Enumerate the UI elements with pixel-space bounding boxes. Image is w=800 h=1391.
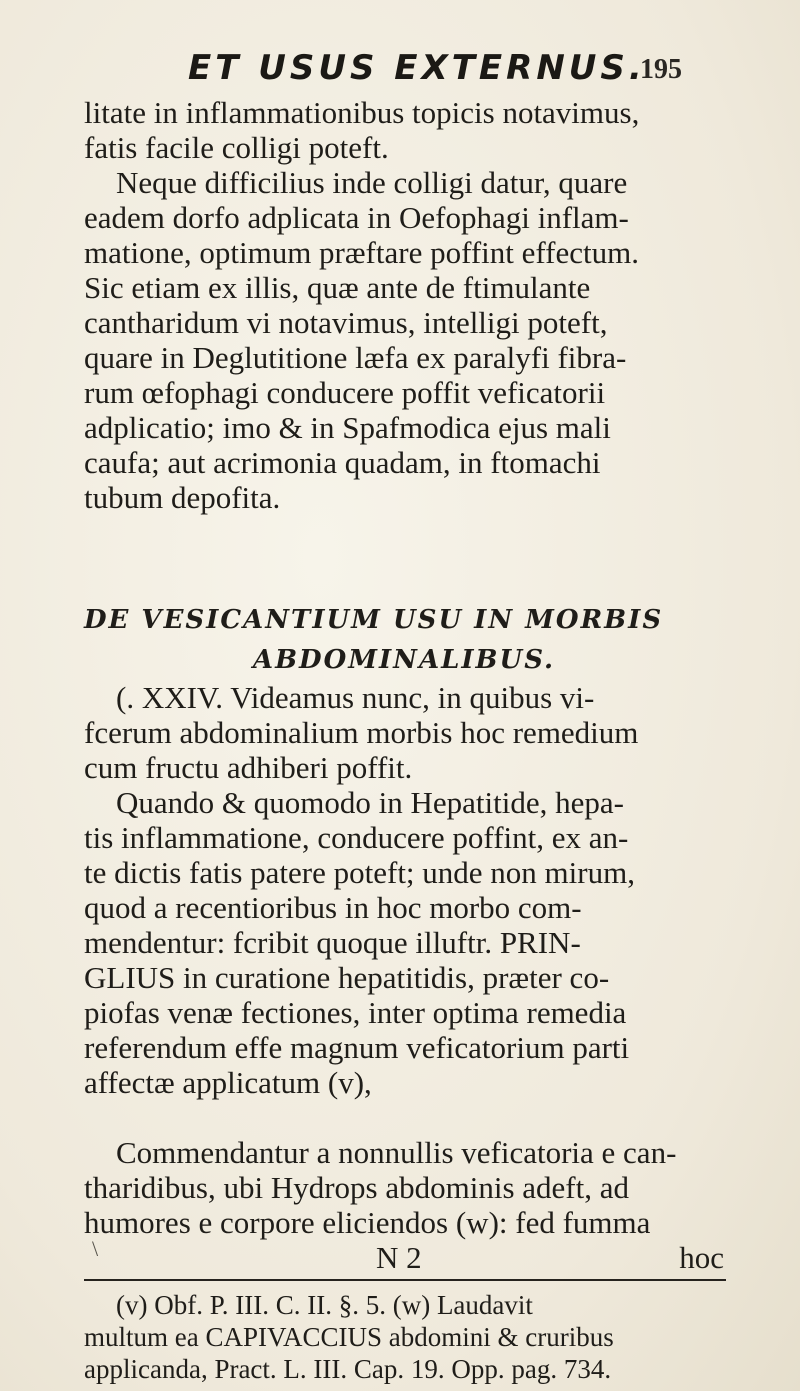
text-line: cum fructu adhiberi poffit. — [84, 750, 413, 785]
text-line: litate in inflammationibus topicis notavimus, — [84, 95, 640, 130]
text-line: rum œfophagi conducere poffit veficatorii — [84, 375, 606, 410]
running-title: ET USUS EXTERNUS. — [188, 48, 646, 88]
page-number: 195 — [640, 54, 682, 85]
section-gap — [84, 550, 724, 600]
main-text — [84, 95, 724, 1385]
text-line: adplicatio; imo & in Spafmodica ejus mali — [84, 410, 611, 445]
catchword: hoc — [679, 1240, 724, 1275]
signature-line — [84, 1240, 724, 1275]
footnotes — [84, 1289, 724, 1385]
text-line: Neque difficilius inde colligi datur, quare — [116, 165, 628, 200]
text-line: piofas venæ fectiones, inter optima remedia — [84, 995, 627, 1030]
footnote-line: (v) Obf. P. III. C. II. §. 5. (w) Laudavit — [116, 1290, 533, 1320]
section-heading: ABDOMINALIBUS. — [252, 645, 556, 675]
text-line: fatis facile colligi poteft. — [84, 130, 389, 165]
signature-mark: N 2 — [376, 1240, 422, 1275]
text-line: caufa; aut acrimonia quadam, in ftomachi — [84, 445, 601, 480]
text-line: Quando & quomodo in Hepatitide, hepa- — [116, 785, 624, 820]
text-line: cantharidum vi notavimus, intelligi poteft, — [84, 305, 608, 340]
text-line: quod a recentioribus in hoc morbo com- — [84, 890, 582, 925]
text-line: matione, optimum præftare poffint effectum. — [84, 235, 639, 270]
text-line: mendentur: fcribit quoque illuftr. PRIN- — [84, 925, 581, 960]
text-line: fcerum abdominalium morbis hoc remedium — [84, 715, 639, 750]
text-line: Sic etiam ex illis, quæ ante de ftimulante — [84, 270, 591, 305]
running-header — [0, 48, 800, 98]
text-line: GLIUS in curatione hepatitidis, præter co- — [84, 960, 610, 995]
text-line — [84, 515, 724, 550]
text-line: referendum effe magnum veficatorium parti — [84, 1030, 630, 1065]
text-line: tis inflammatione, conducere poffint, ex an- — [84, 820, 629, 855]
section-heading: DE VESICANTIUM USU IN MORBIS — [84, 605, 664, 635]
text-line: (. XXIV. Videamus nunc, in quibus vi- — [116, 680, 595, 715]
text-line: quare in Deglutitione læfa ex paralyfi fibra- — [84, 340, 627, 375]
text-line: affectæ applicatum (v), — [84, 1065, 372, 1100]
footnote-rule — [84, 1279, 726, 1281]
footnote-line: applicanda, Pract. L. III. Cap. 19. Opp. pag. 734. — [84, 1354, 612, 1384]
text-line — [84, 1100, 724, 1135]
stray-mark: \ — [92, 1236, 99, 1261]
text-line: te dictis fatis patere poteft; unde non mirum, — [84, 855, 635, 890]
footnote-line: multum ea CAPIVACCIUS abdomini & cruribus — [84, 1322, 614, 1352]
text-line: tharidibus, ubi Hydrops abdominis adeft, ad — [84, 1170, 629, 1205]
text-line: Commendantur a nonnullis veficatoria e can- — [116, 1135, 677, 1170]
text-line: humores e corpore eliciendos (w): fed fumma — [84, 1205, 651, 1240]
text-line: eadem dorfo adplicata in Oefophagi inflam- — [84, 200, 629, 235]
text-line: tubum depofita. — [84, 480, 281, 515]
